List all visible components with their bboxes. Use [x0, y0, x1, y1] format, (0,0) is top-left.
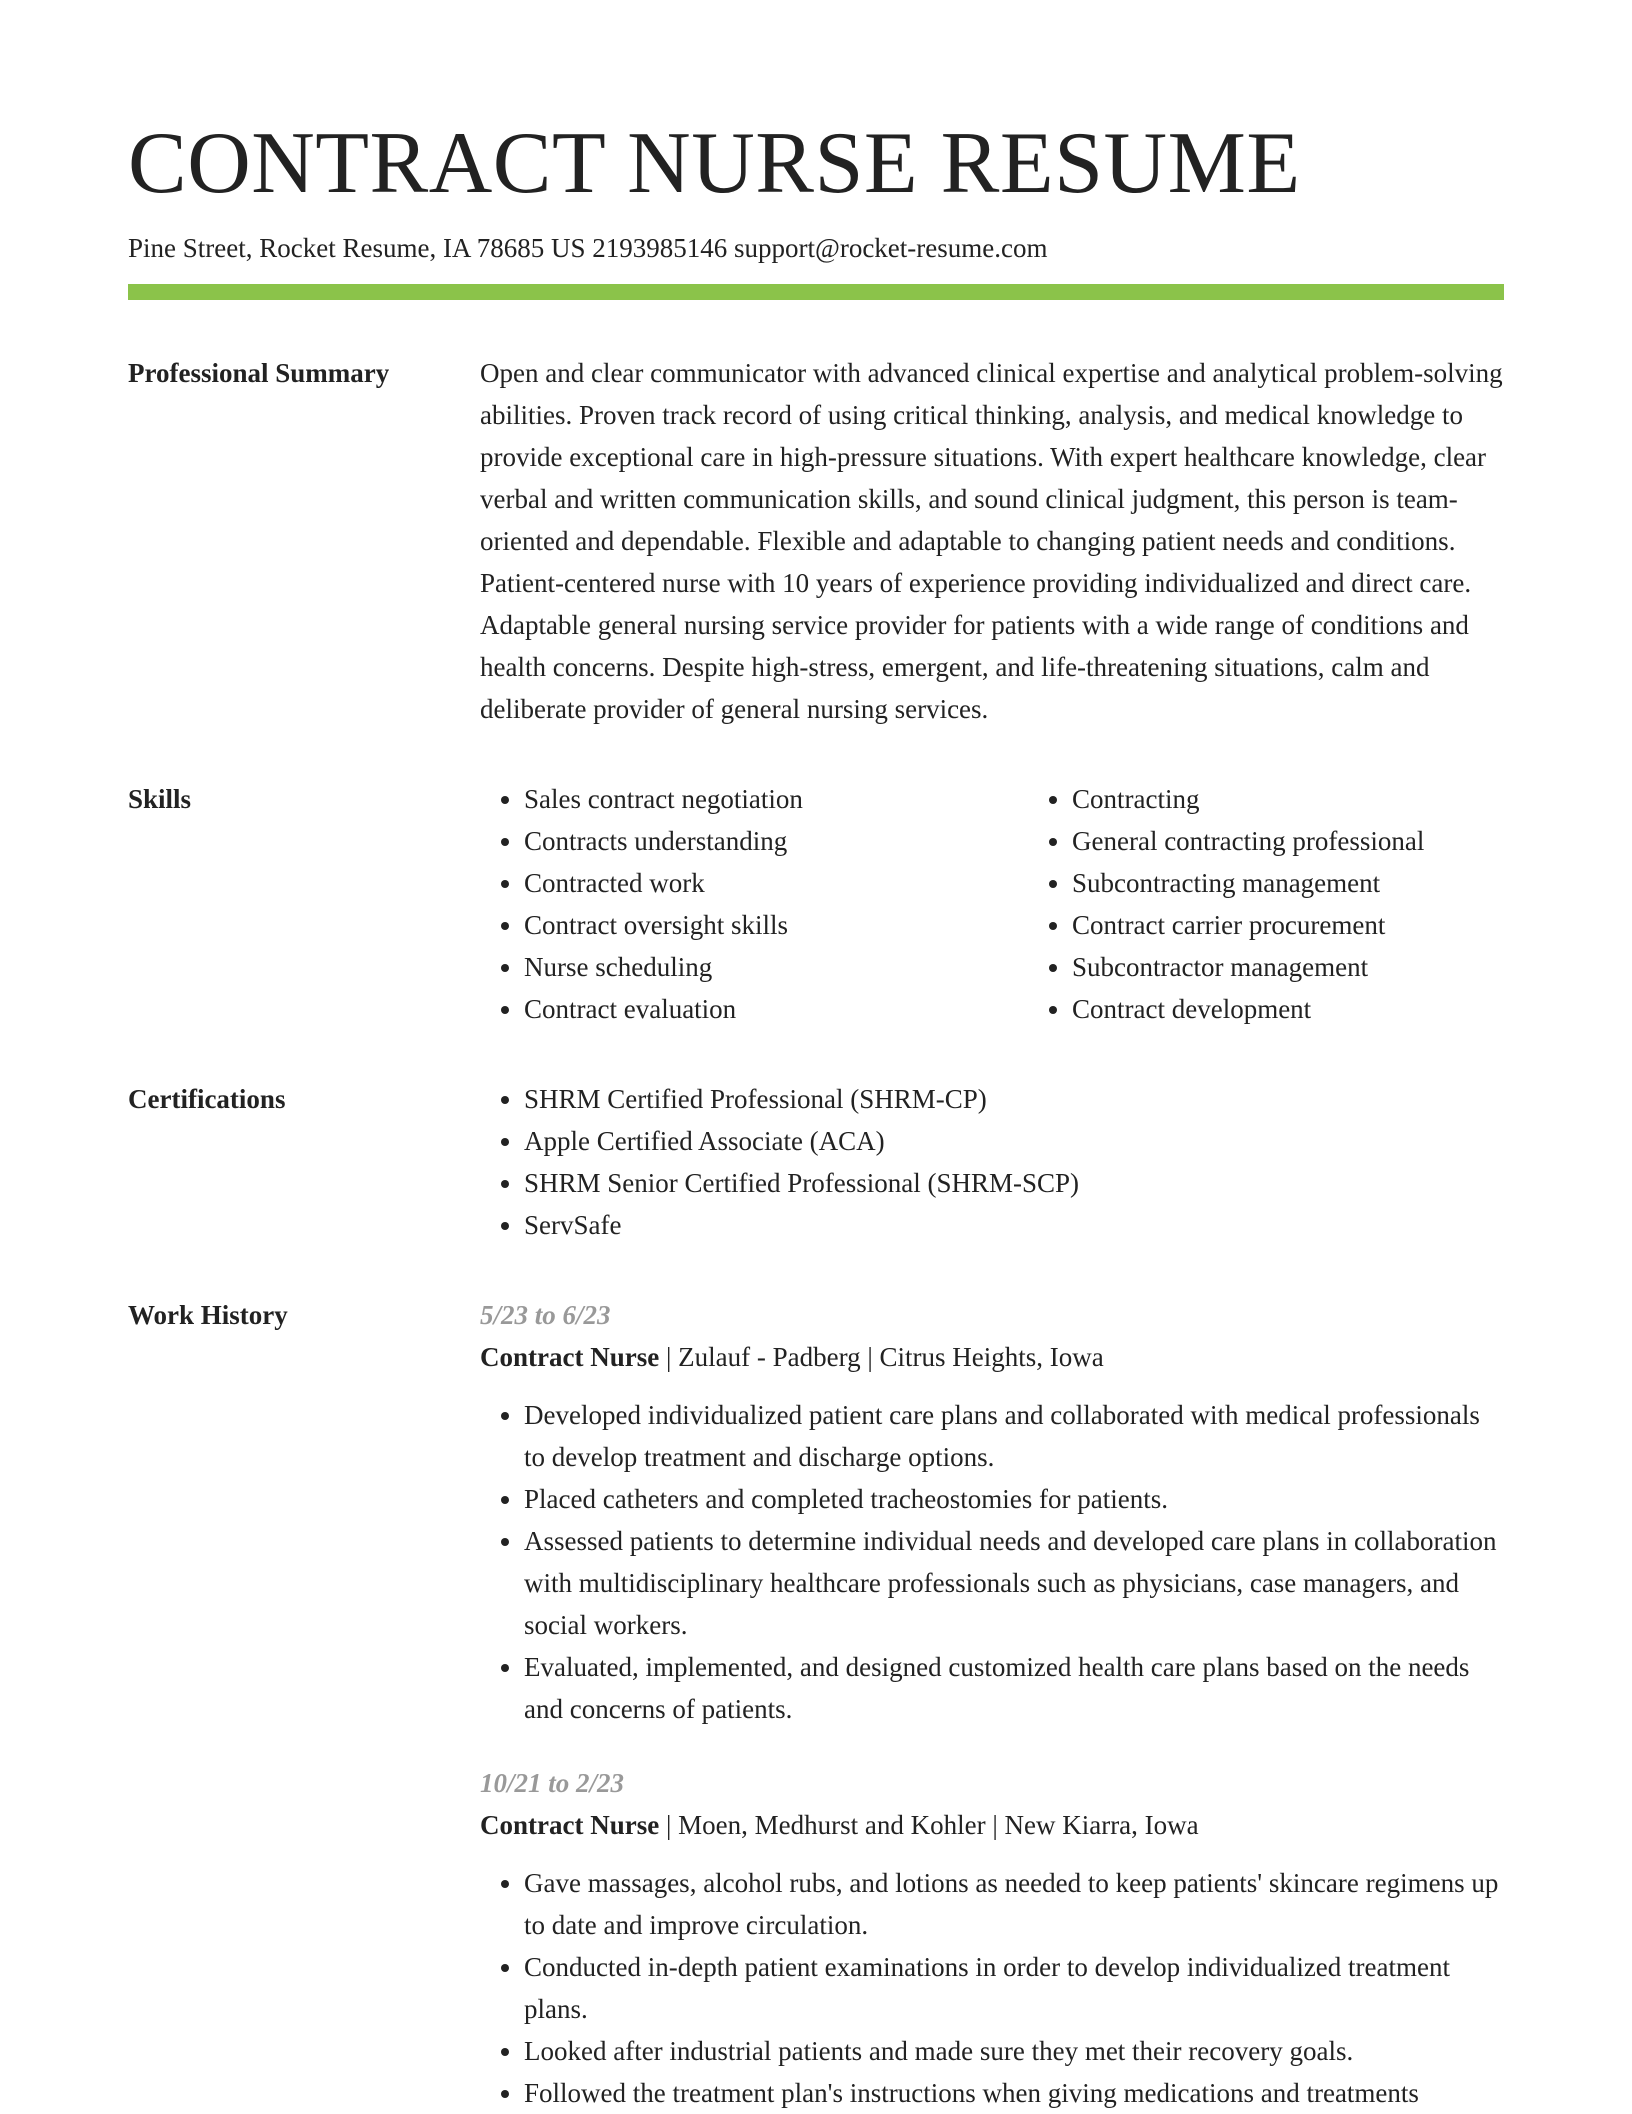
certifications-list	[480, 1078, 1504, 1246]
summary-section	[128, 352, 1504, 730]
skills-list-right	[1028, 778, 1576, 1030]
section-label-skills: Skills	[128, 784, 192, 815]
job-location: New Kiarra, Iowa	[1004, 1810, 1199, 1841]
job-company: Moen, Medhurst and Kohler	[678, 1810, 986, 1841]
skills-list-left	[480, 778, 1028, 1030]
job-bullet: • Looked after industrial patients and made sure they met their recovery goals.	[524, 2030, 1504, 2072]
job-title: Contract Nurse	[480, 1810, 660, 1841]
job-separator: |	[860, 1342, 880, 1373]
certification-item: • ServSafe	[524, 1204, 1504, 1246]
job-dates: 5/23 to 6/23	[480, 1300, 611, 1331]
certification-item: • Apple Certified Associate (ACA)	[524, 1120, 1504, 1162]
skill-item: • Sales contract negotiation	[524, 778, 1028, 820]
skills-grid	[480, 778, 1576, 1030]
job-bullet: • Placed catheters and completed tracheostomies for patients.	[524, 1478, 1504, 1520]
section-label-summary: Professional Summary	[128, 358, 390, 389]
work-history-section	[128, 1294, 1504, 2114]
skill-item: • Contracted work	[524, 862, 1028, 904]
job-heading	[480, 1804, 1504, 1846]
summary-text: Open and clear communicator with advanced clinical expertise and analytical problem-solving abilities. Proven track record of using critical thinking, analysis, and medical knowledge to provide exceptional care in high-pressure situations. With expert healthcare knowledge, clear verbal and written communication skills, and sound clinical judgment, this person is team-oriented and dependable. Flexible and adaptable to changing patient needs and conditions. Patient-centered nurse with 10 years of experience providing individualized and direct care. Adaptable general nursing service provider for patients with a wide range of conditions and health concerns. Despite high-stress, emergent, and life-threatening situations, calm and deliberate provider of general nursing services.	[480, 358, 1503, 725]
job-separator: |	[659, 1342, 679, 1373]
job-entry	[480, 1762, 1504, 2114]
certifications-body	[480, 1078, 1504, 1246]
job-location: Citrus Heights, Iowa	[879, 1342, 1104, 1373]
certification-item: • SHRM Certified Professional (SHRM-CP)	[524, 1078, 1504, 1120]
job-bullets	[480, 1394, 1504, 1730]
skill-item: • Contracting	[1072, 778, 1576, 820]
job-bullet: • Gave massages, alcohol rubs, and lotions as needed to keep patients' skincare regimens up to date and improve circulation.	[524, 1862, 1504, 1946]
skill-item: • Subcontracting management	[1072, 862, 1576, 904]
job-bullet: • Assessed patients to determine individual needs and developed care plans in collaboration with multidisciplinary healthcare professionals such as physicians, case managers, and social workers.	[524, 1520, 1504, 1646]
job-bullet: • Conducted in-depth patient examinations in order to develop individualized treatment plans.	[524, 1946, 1504, 2030]
header-divider	[128, 284, 1504, 300]
resume-title: CONTRACT NURSE RESUME	[128, 115, 1301, 212]
job-heading	[480, 1336, 1504, 1378]
work-history-body	[480, 1294, 1504, 2114]
job-bullet: • Developed individualized patient care plans and collaborated with medical professionals to develop treatment and discharge options.	[524, 1394, 1504, 1478]
skill-item: • Contract evaluation	[524, 988, 1028, 1030]
job-separator: |	[659, 1810, 679, 1841]
skill-item: • Nurse scheduling	[524, 946, 1028, 988]
summary-body	[480, 352, 1504, 730]
job-dates: 10/21 to 2/23	[480, 1768, 625, 1799]
skill-item: • Contract carrier procurement	[1072, 904, 1576, 946]
job-entry	[480, 1294, 1504, 1730]
skill-item: • Contracts understanding	[524, 820, 1028, 862]
skill-item: • General contracting professional	[1072, 820, 1576, 862]
certification-item: • SHRM Senior Certified Professional (SHRM-SCP)	[524, 1162, 1504, 1204]
job-bullet: • Followed the treatment plan's instructions when giving medications and treatments	[524, 2072, 1504, 2114]
job-bullets	[480, 1862, 1504, 2114]
job-title: Contract Nurse	[480, 1342, 660, 1373]
skill-item: • Subcontractor management	[1072, 946, 1576, 988]
skills-section	[128, 778, 1504, 1030]
contact-line: Pine Street, Rocket Resume, IA 78685 US 2193985146 support@rocket-resume.com	[128, 233, 1048, 263]
section-label-certifications: Certifications	[128, 1084, 286, 1115]
job-company: Zulauf - Padberg	[678, 1342, 861, 1373]
skill-item: • Contract development	[1072, 988, 1576, 1030]
certifications-section	[128, 1078, 1504, 1246]
job-bullet: • Evaluated, implemented, and designed customized health care plans based on the needs and concerns of patients.	[524, 1646, 1504, 1730]
section-label-work-history: Work History	[128, 1300, 288, 1331]
job-separator: |	[985, 1810, 1005, 1841]
skill-item: • Contract oversight skills	[524, 904, 1028, 946]
